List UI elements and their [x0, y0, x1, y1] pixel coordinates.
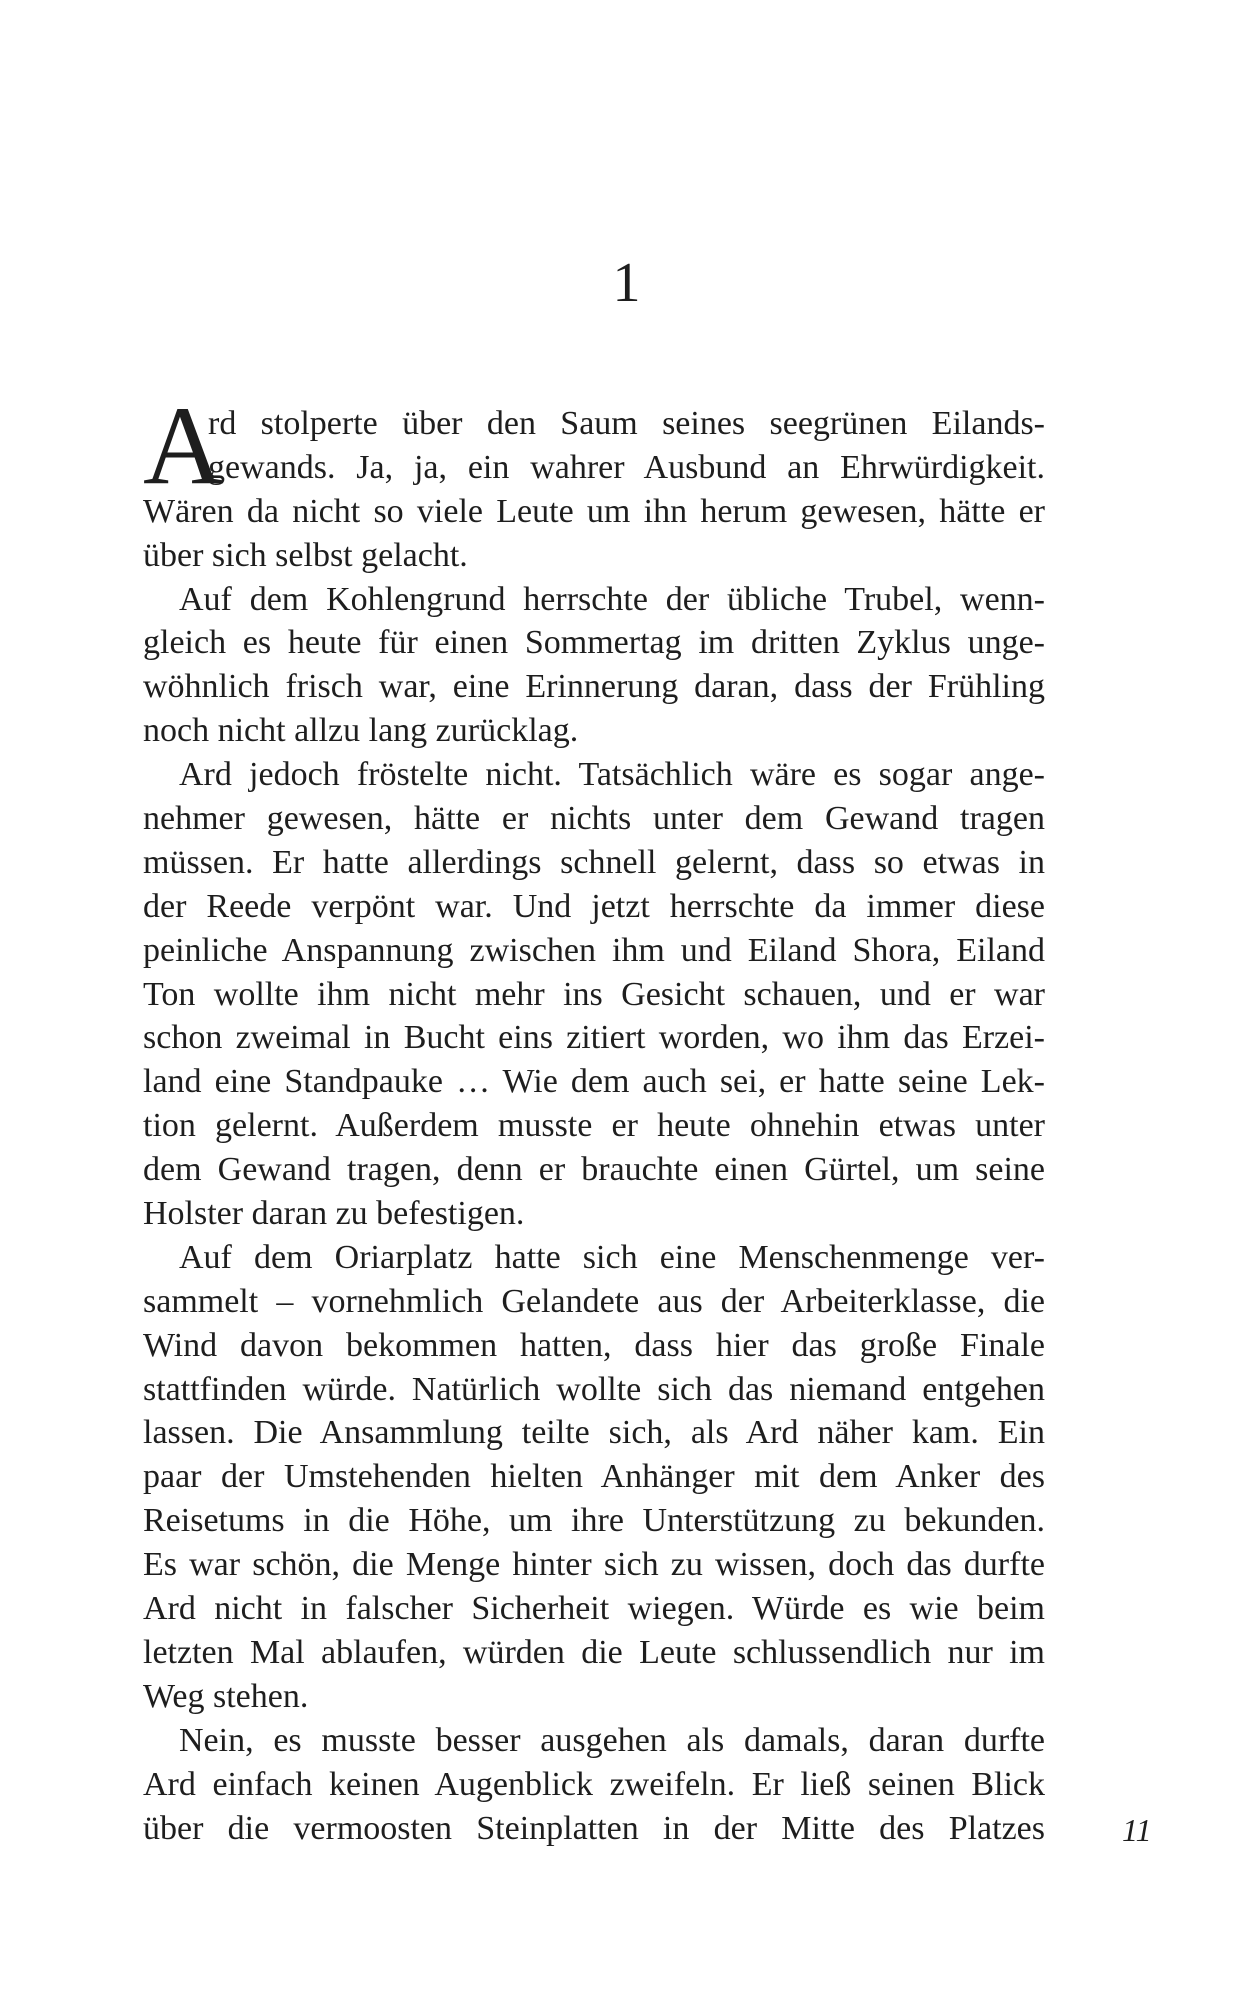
text-line: stattfinden würde. Natürlich wollte sich das niemand entgehen	[143, 1370, 1045, 1408]
text-line: über die vermoosten Steinplatten in der Mitte des Platzes	[143, 1809, 1045, 1847]
text-line: Weg stehen.	[143, 1677, 309, 1715]
text-line: Auf dem Kohlengrund herrschte der übliche Trubel, wenn-	[179, 580, 1045, 618]
body-text	[143, 384, 1045, 1850]
text-line: Es war schön, die Menge hinter sich zu wissen, doch das durfte	[143, 1546, 1045, 1584]
text-line: Ton wollte ihm nicht mehr ins Gesicht schauen, und er war	[143, 975, 1045, 1013]
text-line: Wären da nicht so viele Leute um ihn herum gewesen, hätte er	[143, 492, 1045, 530]
text-line: paar der Umstehenden hielten Anhänger mit dem Anker des	[143, 1458, 1045, 1496]
chapter-number: 1	[612, 252, 641, 314]
text-line: peinliche Anspannung zwischen ihm und Eiland Shora, Eiland	[143, 931, 1045, 969]
text-line: Ard jedoch fröstelte nicht. Tatsächlich wäre es sogar ange-	[179, 756, 1045, 794]
text-line: über sich selbst gelacht.	[143, 536, 468, 574]
text-line: müssen. Er hatte allerdings schnell gelernt, dass so etwas in	[143, 843, 1045, 881]
page-number: 11	[1122, 1812, 1152, 1848]
text-line: Auf dem Oriarplatz hatte sich eine Menschenmenge ver-	[179, 1238, 1045, 1276]
text-line: letzten Mal ablaufen, würden die Leute schlussendlich nur im	[143, 1633, 1045, 1671]
text-line: tion gelernt. Außerdem musste er heute ohnehin etwas unter	[143, 1107, 1045, 1145]
text-line: der Reede verpönt war. Und jetzt herrschte da immer diese	[143, 887, 1045, 925]
drop-cap: A	[143, 384, 224, 508]
text-line: schon zweimal in Bucht eins zitiert worden, wo ihm das Erzei-	[143, 1019, 1045, 1057]
text-line: gleich es heute für einen Sommertag im dritten Zyklus unge-	[143, 624, 1045, 662]
text-line: wöhnlich frisch war, eine Erinnerung daran, dass der Frühling	[143, 668, 1045, 706]
text-line: Wind davon bekommen hatten, dass hier das große Finale	[143, 1326, 1045, 1364]
text-line: rd stolperte über den Saum seines seegrünen Eilands-	[208, 405, 1045, 442]
text-line: Ard einfach keinen Augenblick zweifeln. Er ließ seinen Blick	[143, 1765, 1045, 1803]
text-line: land eine Standpauke … Wie dem auch sei, er hatte seine Lek-	[143, 1063, 1045, 1101]
text-line: dem Gewand tragen, denn er brauchte einen Gürtel, um seine	[143, 1151, 1045, 1189]
text-line: Reisetums in die Höhe, um ihre Unterstützung zu bekunden.	[143, 1502, 1045, 1540]
text-line: sammelt – vornehmlich Gelandete aus der Arbeiterklasse, die	[143, 1282, 1045, 1320]
text-line: nehmer gewesen, hätte er nichts unter dem Gewand tragen	[143, 800, 1045, 838]
text-line: Ard nicht in falscher Sicherheit wiegen. Würde es wie beim	[143, 1590, 1045, 1628]
text-line: Holster daran zu befestigen.	[143, 1195, 525, 1233]
text-line: gewands. Ja, ja, ein wahrer Ausbund an Ehrwürdigkeit.	[208, 448, 1045, 486]
text-line: lassen. Die Ansammlung teilte sich, als Ard näher kam. Ein	[143, 1414, 1045, 1452]
text-line: noch nicht allzu lang zurücklag.	[143, 712, 579, 750]
text-line: Nein, es musste besser ausgehen als damals, daran durfte	[179, 1721, 1045, 1759]
